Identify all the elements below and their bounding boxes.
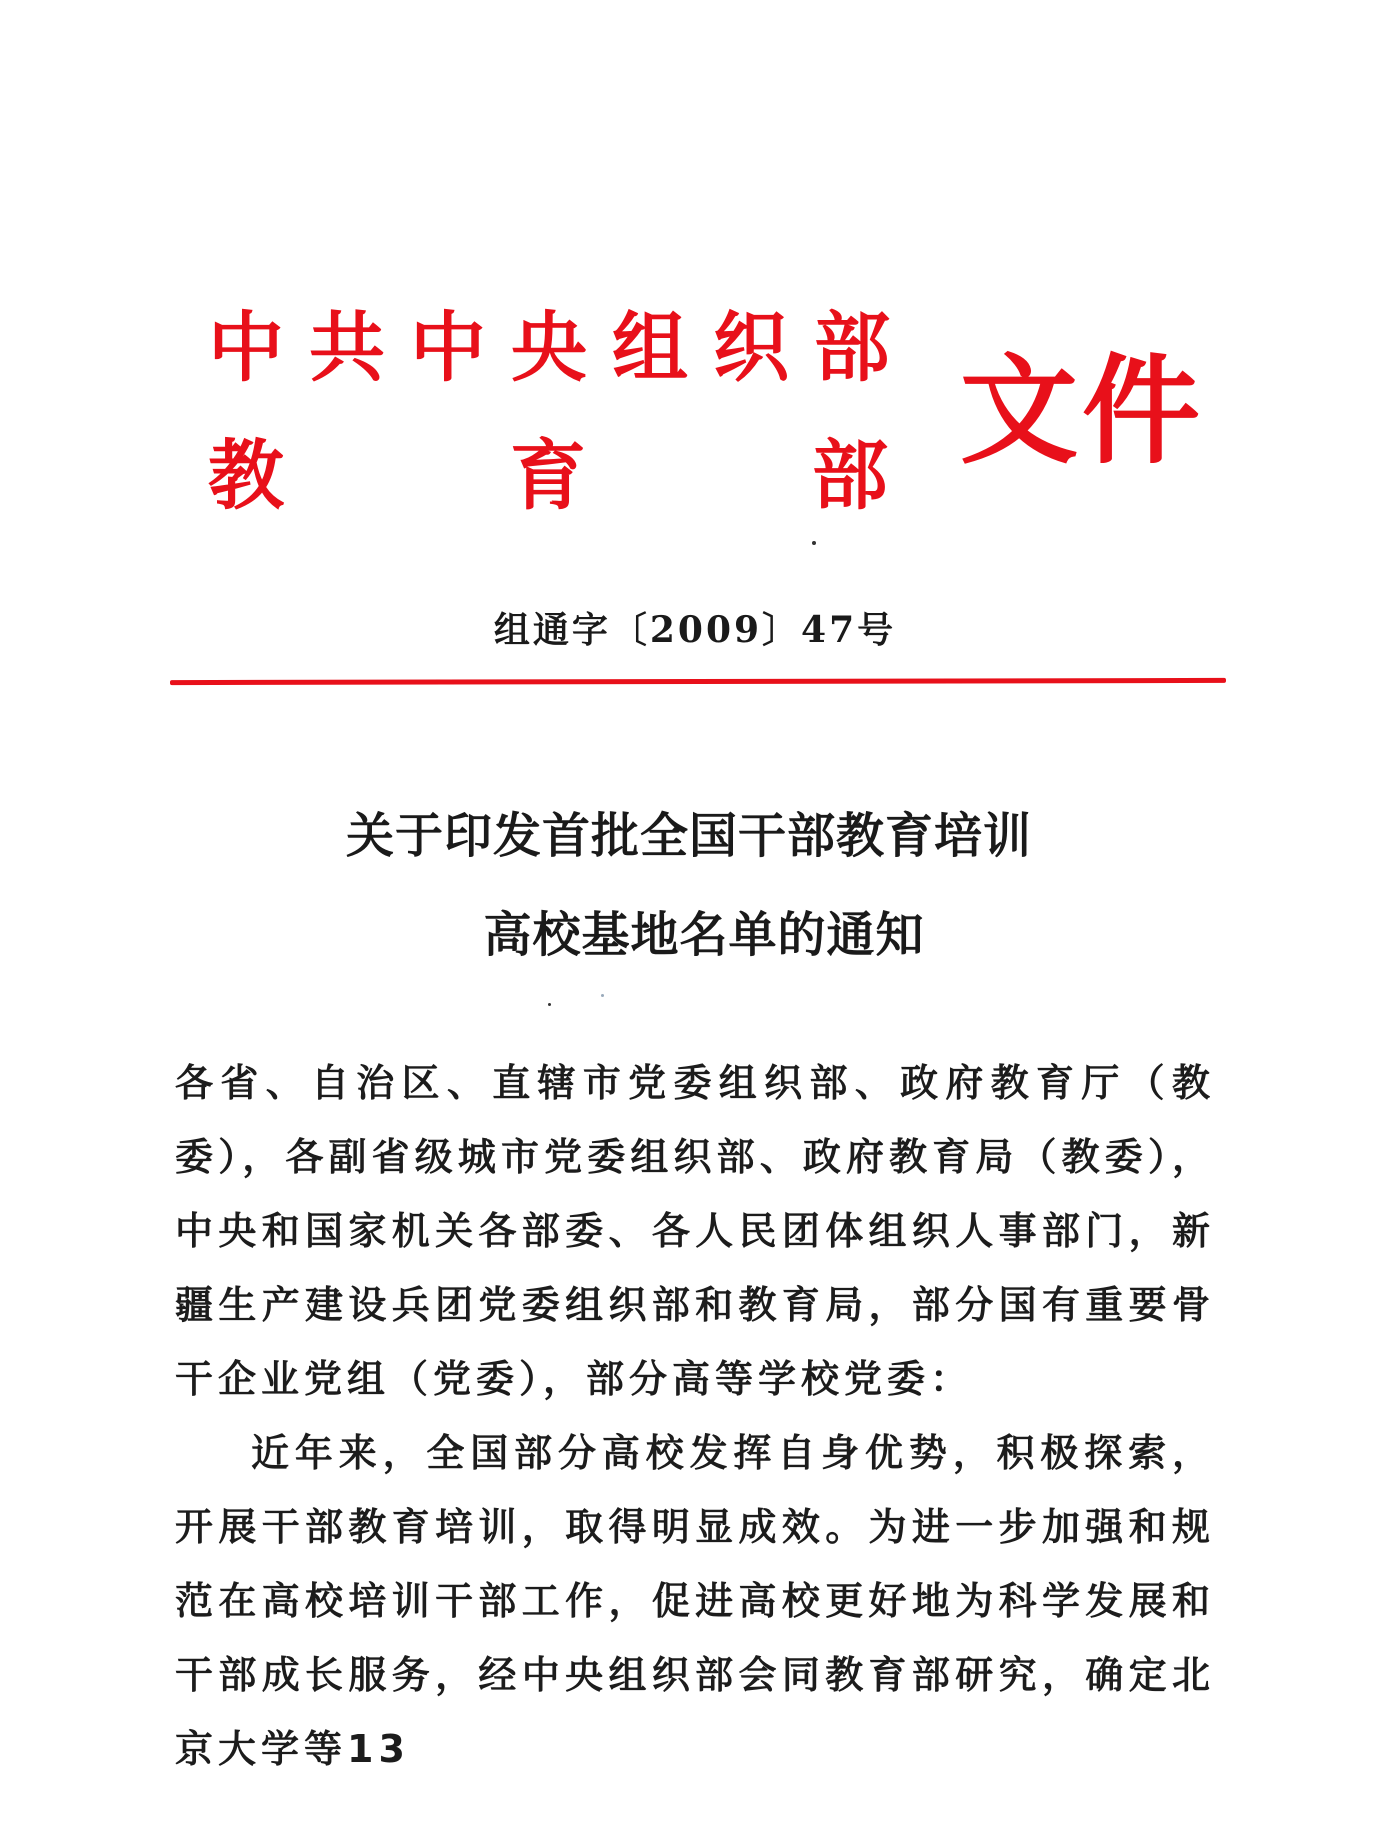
document-number: 组通字〔2009〕47号: [493, 609, 897, 651]
document-title-line-1: 关于印发首批全国干部教育培训: [345, 808, 1032, 864]
issuer-char-2: 育: [510, 431, 586, 520]
red-divider-line: [170, 678, 1226, 685]
issuer-char-3: 部: [812, 431, 888, 520]
scan-speck: [812, 541, 816, 545]
addressee-block: 各省、自治区、直辖市党委组织部、政府教育厅（教委），各副省级城市党委组织部、政府教育局（教委），中央和国家机关各部委、各人民团体组织人事部门，新疆生产建设兵团党委组织部和教育局，部分国有重要骨干企业党组（党委），部分高等学校党委：: [175, 1061, 1215, 1401]
issuer-org-department: 中共中央组织部: [208, 303, 915, 392]
body-paragraph-1: 近年来，全国部分高校发挥自身优势，积极探索，开展干部教育培训，取得明显成效。为进一步加强和规范在高校培训干部工作，促进高校更好地为科学发展和干部成长服务，经中央组织部会同教育部研究，确定北京大学等13: [175, 1431, 1215, 1771]
scan-speck: [601, 994, 604, 997]
document-title-line-2: 高校基地名单的通知: [483, 907, 925, 963]
document-word: 文件: [960, 342, 1205, 480]
issuer-ministry-of-education: [208, 431, 888, 520]
issuer-char-1: 教: [208, 431, 284, 520]
scan-speck: [548, 1003, 551, 1006]
